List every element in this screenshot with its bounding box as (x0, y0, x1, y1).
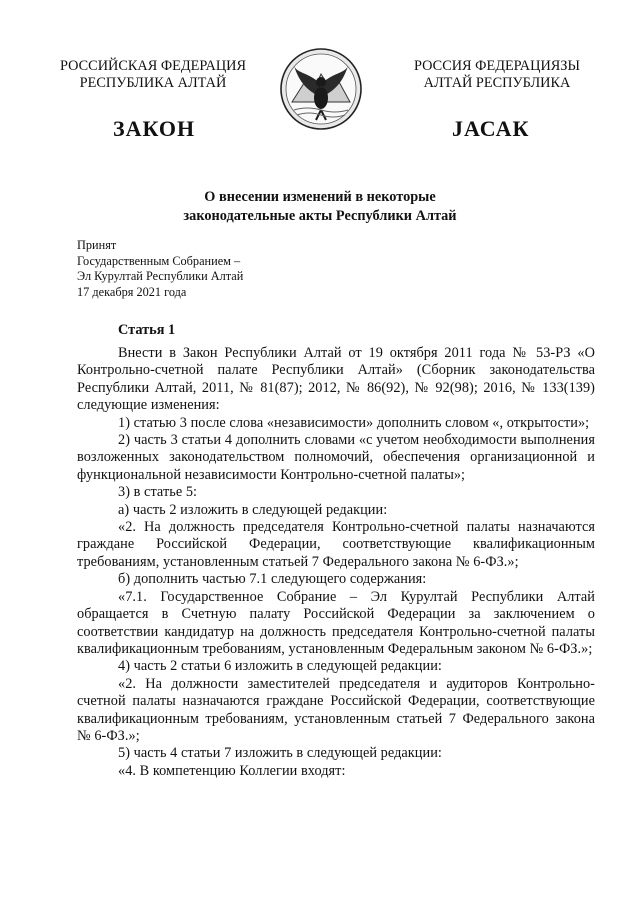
header-right-altai (387, 58, 607, 92)
adoption-date: 17 декабря 2021 года (77, 284, 187, 299)
article-paragraph: 3) в статье 5: (118, 484, 198, 501)
header-left-line-1: РОССИЙСКАЯ ФЕДЕРАЦИЯ (60, 58, 246, 74)
article-paragraph: 1) статью 3 после слова «независимости» дополнить словом «, открытости»; (118, 414, 590, 431)
adoption-line-2: Государственным Собранием – (77, 253, 241, 268)
law-heading-russian: ЗАКОН (113, 116, 196, 141)
article-paragraph: «2. На должности заместителей председателя и аудиторов Контрольно-счетной палаты назначаются граждане Российской Федерации, соответствующие квалификационным требованиям, установленным статьей 7 Федерального закона № 6-ФЗ.»; (77, 675, 595, 744)
adoption-line-3: Эл Курултай Республики Алтай (77, 269, 244, 283)
article-body (77, 345, 595, 780)
article-paragraph: 4) часть 2 статьи 6 изложить в следующей редакции: (118, 658, 442, 675)
header-left-russian (43, 58, 263, 92)
document-title-line-1: О внесении изменений в некоторые (204, 189, 436, 205)
republic-altai-emblem-icon (278, 44, 364, 134)
adoption-block (77, 238, 243, 300)
document-title-line-2: законодательные акты Республики Алтай (183, 208, 457, 224)
article-paragraph: а) часть 2 изложить в следующей редакции: (118, 501, 388, 518)
article-paragraph: 2) часть 3 статьи 4 дополнить словами «с учетом необходимости выполнения возложенных законодательством полномочий, обеспечения организационной и функциональной независимости Контрольно-счетной палаты»; (77, 432, 595, 483)
article-paragraph: «4. В компетенцию Коллегии входят: (118, 762, 346, 779)
article-paragraph: б) дополнить частью 7.1 следующего содержания: (118, 571, 427, 588)
article-paragraph: «2. На должность председателя Контрольно-счетной палаты назначаются граждане Российской Федерации, соответствующие квалификационным требованиям, установленным статьей 7 Федерального закона № 6-ФЗ.»; (77, 519, 595, 570)
header-right-line-2: АЛТАЙ РЕСПУБЛИКА (423, 75, 571, 91)
article-paragraph: Внести в Закон Республики Алтай от 19 октября 2011 года № 53-РЗ «О Контрольно-счетной палате Республики Алтай» (Сборник законодательства Республики Алтай, 2011, № 81(87); 2012, № 86(92), № 92(98); 2016, № 133(139) следующие изменения: (77, 345, 595, 414)
article-paragraph: 5) часть 4 статьи 7 изложить в следующей редакции: (118, 745, 442, 762)
adoption-line-1: Принят (77, 238, 117, 252)
document-title (40, 188, 600, 226)
article-heading: Статья 1 (118, 322, 176, 338)
header-left-line-2: РЕСПУБЛИКА АЛТАЙ (79, 75, 227, 91)
header-right-line-1: РОССИЯ ФЕДЕРАЦИЯЗЫ (414, 58, 580, 74)
article-paragraph: «7.1. Государственное Собрание – Эл Курултай Республики Алтай обращается в Счетную палату Российской Федерации за заключением о соответствии кандидатур на должность председателя Контрольно-счетной палаты квалификационным требованиям, установленным Федеральным законом № 6-ФЗ.»; (77, 588, 595, 657)
law-heading-altai: ЈАСАК (452, 116, 530, 141)
